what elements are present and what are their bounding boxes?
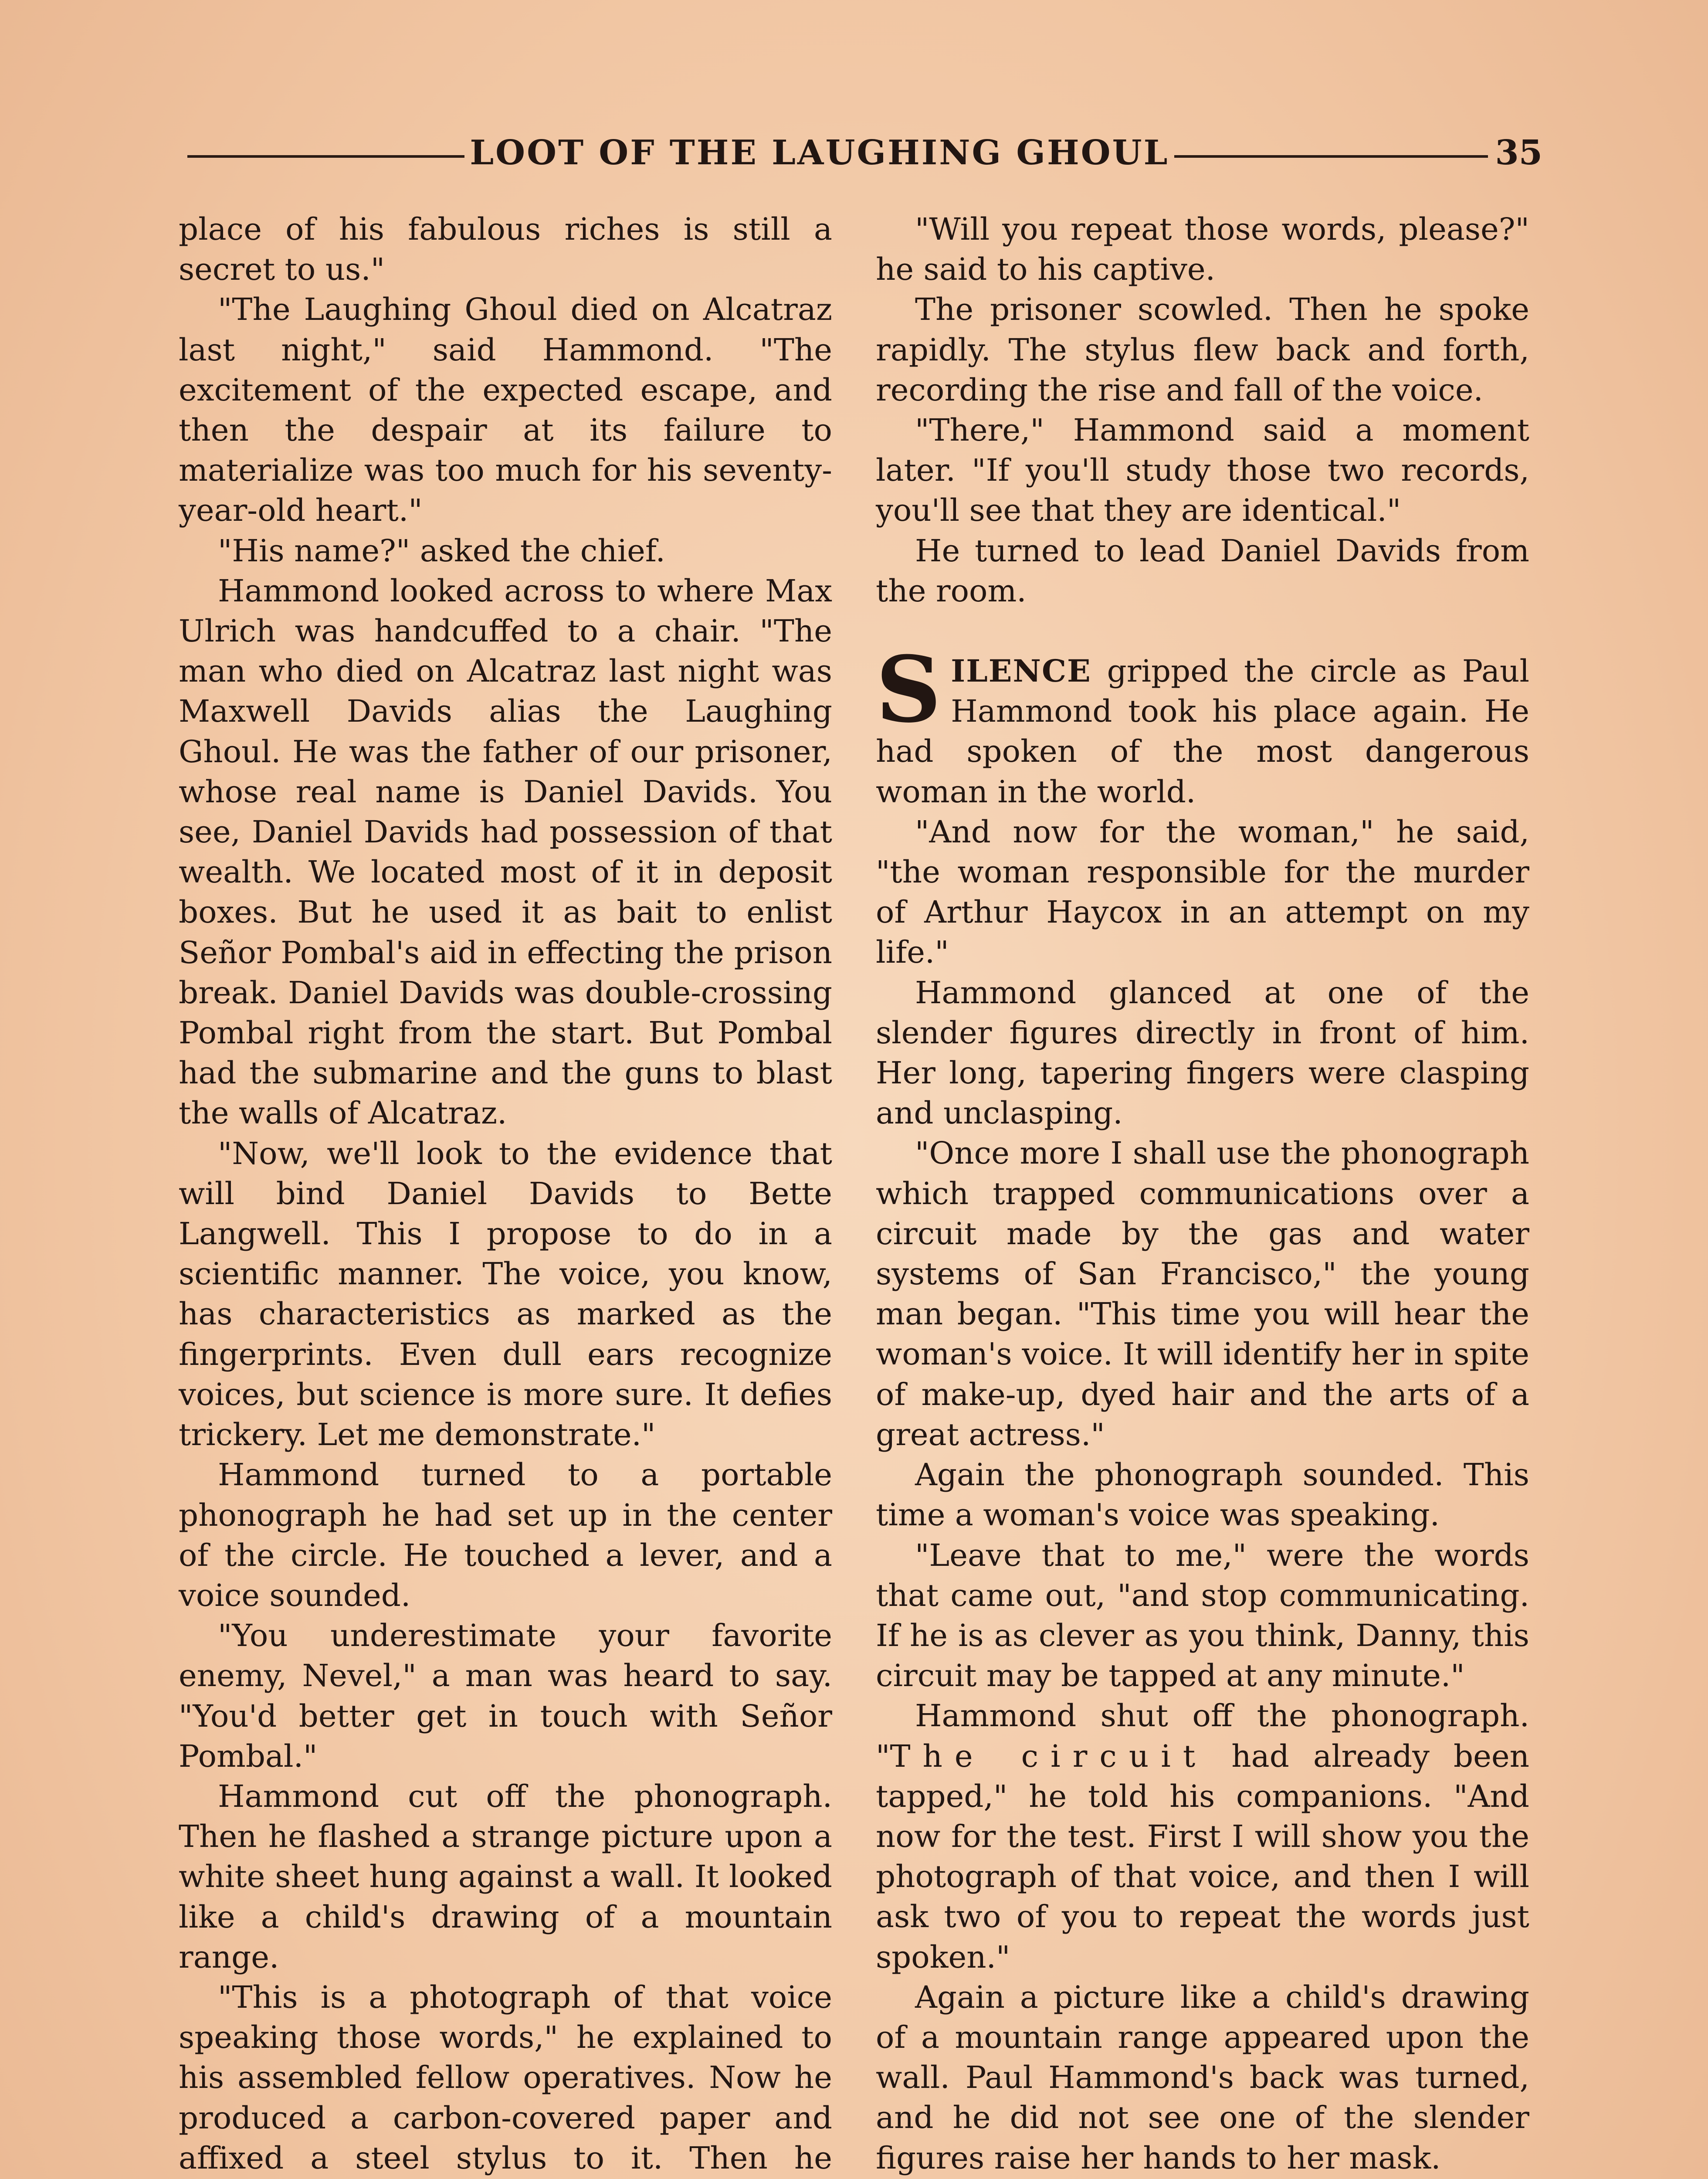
running-title: LOOT OF THE LAUGHING GHOUL: [470, 132, 1169, 173]
page-number: 35: [1495, 132, 1542, 173]
paragraph: [876, 1696, 1529, 1977]
section-opening-paragraph: [876, 637, 1529, 812]
paragraph: "And now for the woman," he said, "the woman responsible for the murder of Arthur Haycox in an attempt on my life.": [876, 814, 1529, 971]
paragraph: Hammond turned to a portable phonograph he had set up in the center of the circle. He touched a lever, and a voice sounded.: [179, 1457, 832, 1613]
paragraph: Hammond looked across to where Max Ulrich was handcuffed to a chair. "The man who died on Alcatraz last night was Maxwell Davids alias the Laughing Ghoul. He was the father of our prisoner, whose real name is Daniel Davids. You see, Daniel Davids had possession of that wealth. We located most of it in deposit boxes. But he used it as bait to enlist Señor Pombal's aid in effecting the prison break. Daniel Davids was double-crossing Pombal right from the start. But Pombal had the submarine and the guns to blast the walls of Alcatraz.: [179, 573, 832, 1131]
paragraph: The prisoner scowled. Then he spoke rapidly. The stylus flew back and forth, recording the rise and fall of the voice.: [876, 292, 1529, 408]
paragraph: Hammond glanced at one of the slender figures directly in front of him. Her long, tapering fingers were clasping and unclasping.: [876, 974, 1529, 1131]
paragraph: "His name?" asked the chief.: [218, 533, 665, 569]
paragraph: "Will you repeat those words, please?" he said to his captive.: [876, 211, 1529, 288]
right-text-column: [876, 209, 1529, 2178]
left-text-column: [179, 209, 832, 2179]
running-header: [187, 126, 1542, 179]
header-rule-left: [187, 155, 464, 158]
paragraph-text: had already been tapped," he told his companions. "And now for the test. First I will show you the photograph of that voice, and then I will ask two of you to repeat the words just spoken.": [876, 1738, 1530, 1975]
paragraph: place of his fabulous riches is still a secret to us.": [179, 211, 832, 288]
paragraph: "Leave that to me," were the words that came out, "and stop communicating. If he is as clever as you think, Danny, this circuit may be tapped at any minute.": [876, 1537, 1529, 1694]
paragraph: "You underestimate your favorite enemy, Nevel," a man was heard to say. "You'd better get in touch with Señor Pombal.": [179, 1618, 832, 1774]
paragraph: "This is a photograph of that voice speaking those words," he explained to his assembled fellow operatives. Now he produced a carbon-covered paper and affixed a steel stylus to it. Then he: [179, 1979, 832, 2176]
paragraph: Again the phonograph sounded. This time a woman's voice was speaking.: [876, 1457, 1529, 1533]
small-caps-lead: ILENCE: [951, 653, 1091, 689]
letterspaced-text: The circuit: [890, 1738, 1208, 1774]
header-rule-right: [1174, 155, 1488, 158]
paragraph: "Now, we'll look to the evidence that will bind Daniel Davids to Bette Langwell. This I propose to do in a scientific manner. The voice, you know, has characteristics as marked as the fingerprints. Even dull ears recognize voices, but science is more sure. It defies trickery. Let me demonstrate.": [179, 1135, 832, 1453]
paragraph: He turned to lead Daniel Davids from the room.: [876, 533, 1529, 609]
paragraph-text: Hammond shut off the phonograph. ": [876, 1698, 1529, 1774]
paragraph-text: gripped the circle as Paul Hammond took his place again. He had spoken of the most dangerous woman in the world.: [876, 653, 1529, 810]
drop-cap: S: [876, 637, 942, 743]
paragraph: "There," Hammond said a moment later. "If you'll study those two records, you'll see that they are identical.": [876, 412, 1529, 529]
paragraph: "Once more I shall use the phonograph which trapped communications over a circuit made by the gas and water systems of San Francisco," the young man began. "This time you will hear the woman's voice. It will identify her in spite of make-up, dyed hair and the arts of a great actress.": [876, 1135, 1529, 1453]
paragraph: Again a picture like a child's drawing of a mountain range appeared upon the wall. Paul Hammond's back was turned, and he did not see one of the slender figures raise her hands to her mask.: [876, 1979, 1529, 2176]
paragraph: Hammond cut off the phonograph. Then he flashed a strange picture upon a white sheet hung against a wall. It looked like a child's drawing of a mountain range.: [179, 1778, 832, 1975]
paragraph: "The Laughing Ghoul died on Alcatraz last night," said Hammond. "The excitement of the expected escape, and then the despair at its failure to materialize was too much for his seventy-year-old heart.": [179, 292, 832, 529]
